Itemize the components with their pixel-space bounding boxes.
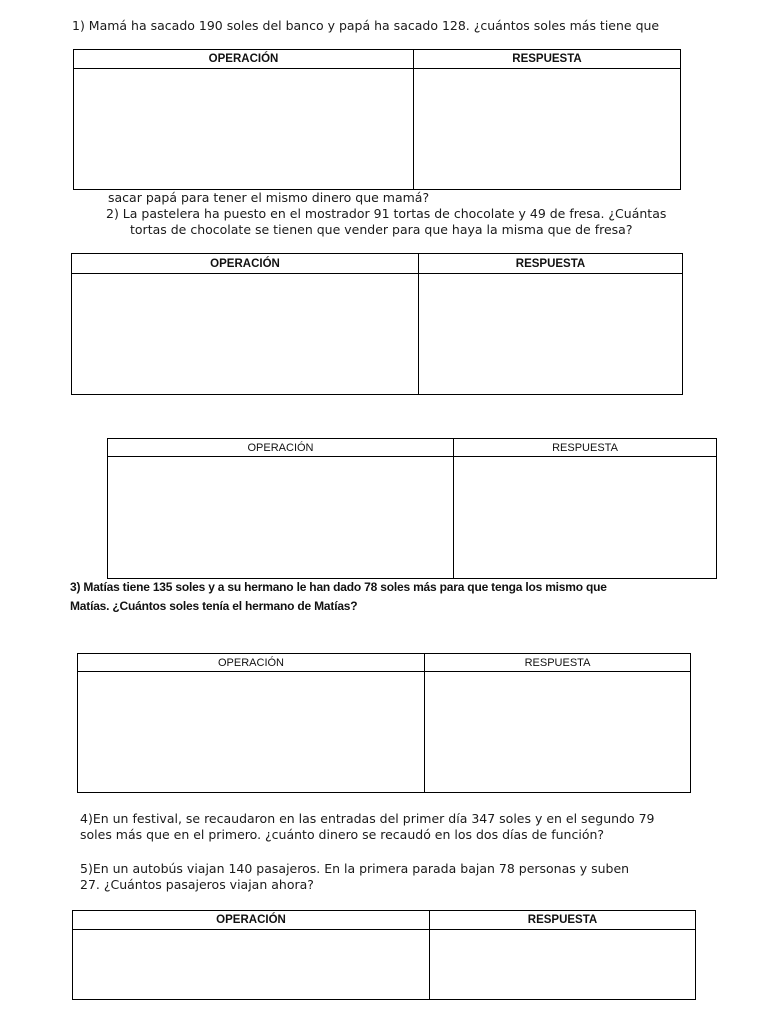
operation-cell[interactable]	[74, 69, 414, 189]
problem-4-line-1: 4)En un festival, se recaudaron en las entradas del primer día 347 soles y en el segundo 79	[80, 811, 655, 826]
operation-cell[interactable]	[78, 672, 425, 792]
answer-table-2	[71, 253, 683, 395]
problem-3-line-2: Matías. ¿Cuántos soles tenía el hermano de Matías?	[70, 599, 358, 613]
problem-2-line-1: 2) La pastelera ha puesto en el mostrador 91 tortas de chocolate y 49 de fresa. ¿Cuántas	[106, 206, 667, 221]
answer-cell[interactable]	[419, 274, 682, 394]
operation-cell[interactable]	[73, 930, 430, 999]
problem-5-line-2: 27. ¿Cuántos pasajeros viajan ahora?	[80, 877, 314, 892]
problem-1-line-1: 1) Mamá ha sacado 190 soles del banco y papá ha sacado 128. ¿cuántos soles más tiene que	[72, 18, 660, 33]
answer-table-4	[77, 653, 691, 793]
answer-header: RESPUESTA	[425, 654, 690, 672]
operation-header: OPERACIÓN	[73, 911, 430, 930]
answer-cell[interactable]	[425, 672, 690, 792]
answer-cell[interactable]	[430, 930, 695, 999]
operation-header: OPERACIÓN	[74, 50, 414, 69]
problem-2-line-2: tortas de chocolate se tienen que vender para que haya la misma que de fresa?	[130, 222, 633, 237]
operation-header: OPERACIÓN	[72, 254, 419, 274]
problem-4-line-2: soles más que en el primero. ¿cuánto dinero se recaudó en los dos días de función?	[80, 827, 605, 842]
answer-table-5	[72, 910, 696, 1000]
problem-3-line-1: 3) Matías tiene 135 soles y a su hermano le han dado 78 soles más para que tenga los mismo que	[70, 580, 607, 594]
operation-cell[interactable]	[72, 274, 419, 394]
answer-table-3	[107, 438, 717, 579]
operation-cell[interactable]	[108, 457, 454, 578]
answer-cell[interactable]	[414, 69, 680, 189]
operation-header: OPERACIÓN	[108, 439, 454, 457]
answer-table-1	[73, 49, 681, 190]
answer-header: RESPUESTA	[414, 50, 680, 69]
problem-1-line-2: sacar papá para tener el mismo dinero que mamá?	[108, 190, 430, 205]
answer-header: RESPUESTA	[454, 439, 716, 457]
operation-header: OPERACIÓN	[78, 654, 425, 672]
answer-header: RESPUESTA	[430, 911, 695, 930]
answer-header: RESPUESTA	[419, 254, 682, 274]
problem-5-line-1: 5)En un autobús viajan 140 pasajeros. En la primera parada bajan 78 personas y suben	[80, 861, 630, 876]
answer-cell[interactable]	[454, 457, 716, 578]
